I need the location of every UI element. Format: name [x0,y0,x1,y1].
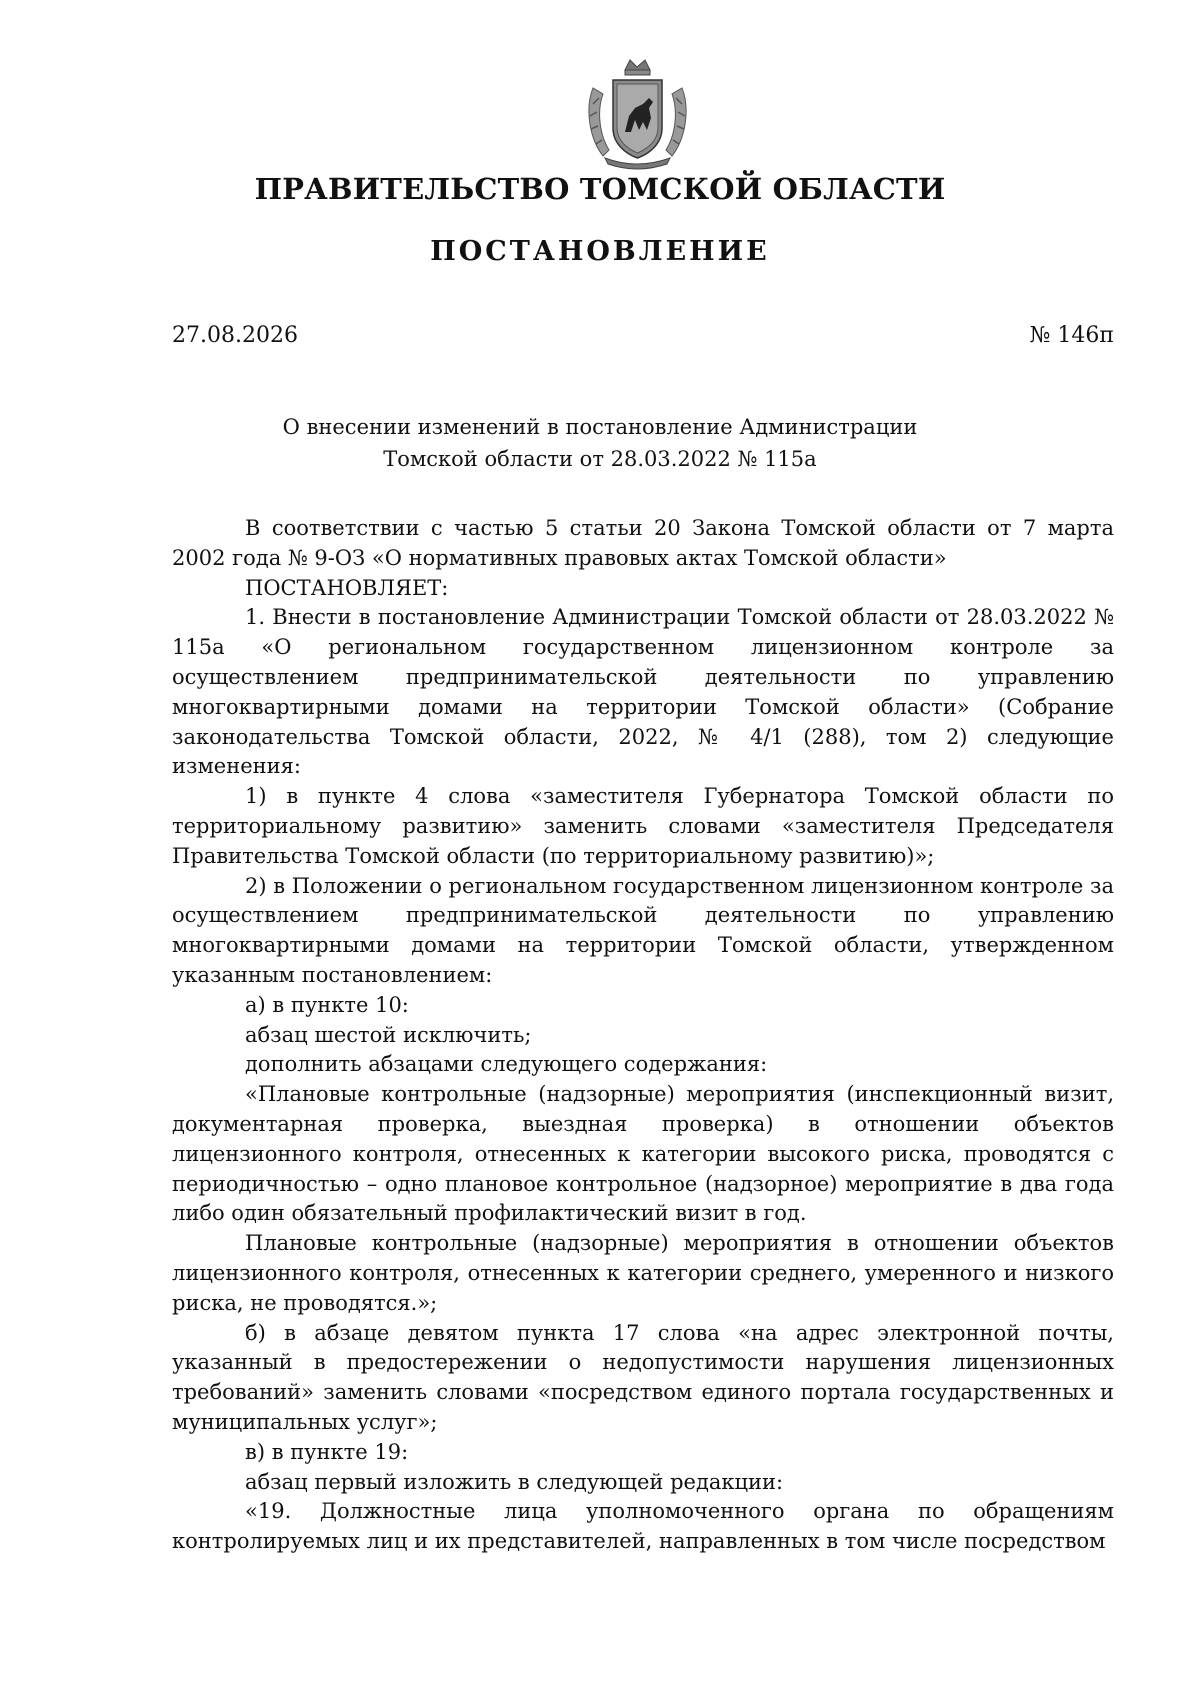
paragraph-quote-1: «Плановые контрольные (надзорные) мероприятия (инспекционный визит, документарная проверка, выездная проверка) в отношении объектов лицензионного контроля, отнесенных к категории высокого риска, проводятся с периодичностью – одно плановое контрольное (надзорное) мероприятие в два года либо один обязательный профилактический визит в год. [172,1082,1114,1226]
document-type: ПОСТАНОВЛЕНИЕ [430,236,770,267]
paragraph-resolves: ПОСТАНОВЛЯЕТ: [245,575,449,600]
paragraph-quote-3: «19. Должностные лица уполномоченного органа по обращениям контролируемых лиц и их представителей, направленных в том числе посредством [172,1499,1114,1554]
government-title: ПРАВИТЕЛЬСТВО ТОМСКОЙ ОБЛАСТИ [254,172,946,206]
paragraph-clause-v-1: абзац первый изложить в следующей редакции: [245,1469,784,1494]
document-subject [0,411,1200,475]
paragraph-subitem-1: 1) в пункте 4 слова «заместителя Губернатора Томской области по территориальному развитию» заменить словами «заместителя Председателя Правительства Томской области (по территориальному развитию)»; [172,784,1114,868]
paragraph-preamble: В соответствии с частью 5 статьи 20 Закона Томской области от 7 марта 2002 года № 9-ОЗ «О нормативных правовых актах Томской области» [172,516,1114,570]
paragraph-clause-v: в) в пункте 19: [245,1439,409,1464]
paragraph-quote-2: Плановые контрольные (надзорные) мероприятия в отношении объектов лицензионного контроля, отнесенных к категории среднего, умеренного и низкого риска, не проводятся.»; [172,1231,1114,1315]
document-date: 27.08.2026 [172,323,298,348]
subject-line-1: О внесении изменений в постановление Администрации [282,415,918,439]
subject-line-2: Томской области от 28.03.2022 № 115а [383,447,817,471]
paragraph-item-1: 1. Внести в постановление Администрации Томской области от 28.03.2022 № 115а «О региональном государственном лицензионном контроле за осуществлением предпринимательской деятельности по управлению многоквартирными домами на территории Томской области» (Собрание законодательства Томской области, 2022, № 4/1 (288), том 2) следующие изменения: [172,605,1114,779]
paragraph-clause-a-1: абзац шестой исключить; [245,1022,532,1047]
paragraph-clause-a-2: дополнить абзацами следующего содержания: [245,1052,768,1077]
document-body [172,514,1114,1557]
document-number: № 146п [1029,323,1114,348]
paragraph-clause-b: б) в абзаце девятом пункта 17 слова «на адрес электронной почты, указанный в предостережении о недопустимости нарушения лицензионных требований» заменить словами «посредством единого портала государственных и муниципальных услуг»; [172,1320,1114,1434]
paragraph-clause-a: а) в пункте 10: [245,992,409,1017]
coat-of-arms-icon [585,58,690,170]
paragraph-subitem-2: 2) в Положении о региональном государственном лицензионном контроле за осуществлением предпринимательской деятельности по управлению многоквартирными домами на территории Томской области, утвержденном указанным постановлением: [172,873,1114,987]
